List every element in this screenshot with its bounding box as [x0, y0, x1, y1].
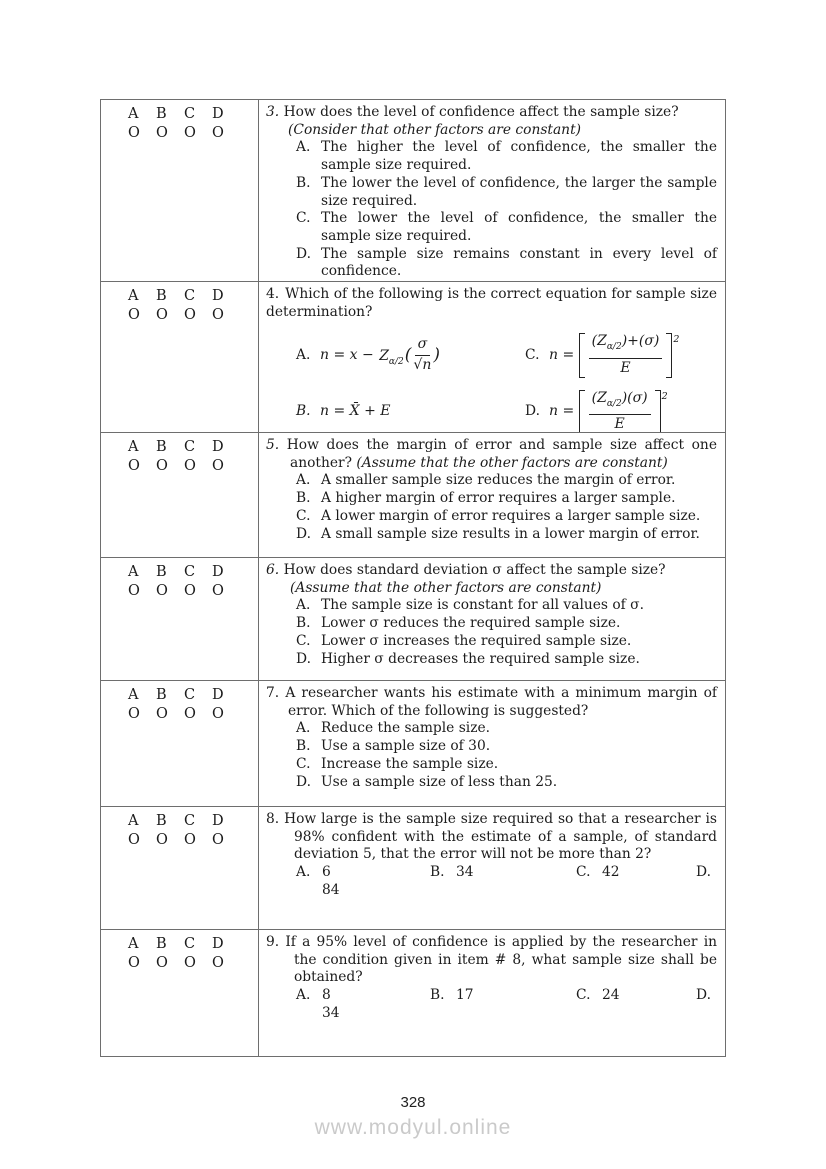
answer-bubble-a[interactable]: O	[128, 832, 140, 848]
answer-cell-3	[101, 100, 259, 281]
option-item: A. The sample size is constant for all values of σ.	[296, 597, 644, 614]
answer-bubble-d[interactable]: O	[212, 706, 224, 722]
answer-letter-d: D	[212, 687, 224, 703]
answer-bubble-c[interactable]: O	[184, 307, 196, 323]
answer-grid	[128, 438, 258, 476]
answer-letter-b: B	[156, 813, 167, 829]
option-item: B. Lower σ reduces the required sample size.	[296, 615, 621, 632]
equation-c: C. n = $\frac{(Z_{\alpha/2})+(\sigma)}{E}$ 2	[525, 333, 680, 376]
answer-bubble-d[interactable]: O	[212, 307, 224, 323]
question-text: 8. How large is the sample size required so that a researcher is 98% confident with the estimate of a sample, of standard deviation 5, that the error will not be more than 2?	[266, 811, 717, 863]
questions-table	[100, 99, 726, 1057]
option-item: D.	[696, 987, 711, 1004]
answer-bubble-c[interactable]: O	[184, 125, 196, 141]
question-row-3	[101, 100, 725, 282]
question-note: (Assume that the other factors are constant)	[356, 454, 668, 471]
option-item: C. Lower σ increases the required sample size.	[296, 632, 632, 649]
answer-bubble-a[interactable]: O	[128, 125, 140, 141]
option-item: C. 24	[576, 987, 620, 1004]
question-cell-8	[259, 807, 725, 929]
answer-bubble-b[interactable]: O	[156, 706, 168, 722]
answer-bubble-c[interactable]: O	[184, 458, 196, 474]
option-item: B. A higher margin of error requires a larger sample.	[296, 490, 676, 507]
option-item: A. A smaller sample size reduces the margin of error.	[296, 472, 676, 489]
answer-bubble-d[interactable]: O	[212, 458, 224, 474]
answer-letter-c: C	[184, 936, 196, 952]
answer-grid	[128, 287, 258, 325]
question-text: 4. Which of the following is the correct equation for sample size determination?	[266, 286, 717, 320]
question-note: (Consider that other factors are constant)	[288, 121, 581, 138]
answer-bubble-d[interactable]: O	[212, 125, 224, 141]
option-item: C. 42	[576, 864, 620, 881]
answer-letter-a: A	[128, 439, 139, 455]
answer-grid	[128, 935, 258, 973]
equation-d: D. n = $\frac{(Z_{\alpha/2})(\sigma)}{E}$ 2	[525, 389, 668, 432]
option-item: A. Reduce the sample size.	[296, 720, 491, 737]
watermark: www.modyul.online	[314, 1116, 512, 1139]
answer-bubble-d[interactable]: O	[212, 955, 224, 971]
option-item: D. A small sample size results in a lower margin of error.	[296, 525, 700, 542]
answer-letter-b: B	[156, 564, 167, 580]
option-item: B. 17	[430, 987, 474, 1004]
answer-letter-b: B	[156, 936, 167, 952]
question-cell-3	[259, 100, 725, 281]
option-item: D. Higher σ decreases the required sample size.	[296, 650, 640, 667]
answer-bubble-a[interactable]: O	[128, 955, 140, 971]
answer-cell-8	[101, 807, 259, 929]
question-row-8	[101, 807, 725, 930]
answer-bubble-b[interactable]: O	[156, 832, 168, 848]
question-row-4	[101, 282, 725, 433]
option-item: D. The sample size remains constant in every level of confidence.	[296, 245, 717, 280]
answer-bubble-c[interactable]: O	[184, 955, 196, 971]
option-item: C. The lower the level of confidence, the smaller the sample size required.	[296, 210, 717, 244]
inline-options	[296, 864, 717, 882]
answer-cell-7	[101, 681, 259, 806]
question-row-5	[101, 433, 725, 558]
answer-letter-c: C	[184, 288, 196, 304]
answer-cell-4	[101, 282, 259, 432]
inline-options	[296, 987, 717, 1005]
option-item: B. 34	[430, 864, 474, 881]
options-list	[296, 597, 717, 668]
answer-letter-c: C	[184, 564, 196, 580]
option-item: D.	[696, 864, 711, 881]
question-number: 8.	[266, 811, 280, 827]
answer-letter-a: A	[128, 813, 139, 829]
answer-grid	[128, 105, 258, 143]
question-row-6	[101, 558, 725, 681]
answer-bubble-b[interactable]: O	[156, 307, 168, 323]
answer-grid	[128, 812, 258, 850]
answer-letter-b: B	[156, 106, 167, 122]
answer-letter-a: A	[128, 106, 139, 122]
answer-letter-d: D	[212, 439, 224, 455]
option-item: A. 8	[296, 987, 331, 1004]
question-number: 4.	[266, 286, 280, 302]
option-item: A. The higher the level of confidence, the smaller the sample size required.	[296, 139, 717, 174]
question-number: 3.	[266, 104, 280, 120]
question-cell-7	[259, 681, 725, 806]
question-number: 5.	[266, 437, 280, 453]
answer-letter-d: D	[212, 813, 224, 829]
question-number: 9.	[266, 934, 280, 950]
question-row-7	[101, 681, 725, 807]
answer-bubble-c[interactable]: O	[184, 706, 196, 722]
question-text: 5. How does the margin of error and sample size affect one another? (Assume that the other factors are constant)	[266, 437, 717, 471]
answer-letter-c: C	[184, 106, 196, 122]
answer-letter-b: B	[156, 687, 167, 703]
question-number: 7.	[266, 685, 280, 701]
question-text: 7. A researcher wants his estimate with a minimum margin of error. Which of the following is suggested?	[266, 685, 717, 719]
answer-letter-c: C	[184, 687, 196, 703]
answer-bubble-c[interactable]: O	[184, 832, 196, 848]
answer-cell-5	[101, 433, 259, 557]
answer-letter-d: D	[212, 564, 224, 580]
question-row-9	[101, 930, 725, 1056]
option-item: A. 6	[296, 864, 331, 881]
answer-bubble-d[interactable]: O	[212, 583, 224, 599]
answer-bubble-b[interactable]: O	[156, 583, 168, 599]
option-item: C. A lower margin of error requires a larger sample size.	[296, 507, 701, 524]
option-item: C. Increase the sample size.	[296, 755, 499, 772]
answer-bubble-b[interactable]: O	[156, 125, 168, 141]
answer-letter-d: D	[212, 936, 224, 952]
answer-letter-d: D	[212, 288, 224, 304]
question-cell-9	[259, 930, 725, 1056]
answer-letter-a: A	[128, 936, 139, 952]
answer-letter-d: D	[212, 106, 224, 122]
question-cell-5	[259, 433, 725, 557]
equation-a: A. n = x − $Z_{\alpha/2}$ ( $\frac{\sigma}{√n}$ )	[296, 336, 440, 373]
options-list	[296, 720, 717, 791]
question-text: 9. If a 95% level of confidence is applied by the researcher in the condition given in item # 8, what sample size shall be obtained?	[266, 934, 717, 986]
answer-bubble-a[interactable]: O	[128, 583, 140, 599]
answer-letter-a: A	[128, 687, 139, 703]
answer-letter-a: A	[128, 564, 139, 580]
option-d-value: 84	[322, 881, 340, 898]
answer-bubble-d[interactable]: O	[212, 832, 224, 848]
question-text: 3. How does the level of confidence affect the sample size?	[266, 104, 679, 120]
answer-cell-6	[101, 558, 259, 680]
answer-letter-b: B	[156, 439, 167, 455]
answer-letter-a: A	[128, 288, 139, 304]
answer-bubble-a[interactable]: O	[128, 458, 140, 474]
answer-bubble-b[interactable]: O	[156, 458, 168, 474]
options-list	[296, 472, 717, 543]
question-note: (Assume that the other factors are constant)	[290, 579, 602, 596]
answer-bubble-c[interactable]: O	[184, 583, 196, 599]
equation-b: B. n = X̄ + E	[296, 402, 391, 419]
page-number: 328	[400, 1094, 426, 1111]
question-cell-6	[259, 558, 725, 680]
answer-grid	[128, 563, 258, 601]
answer-letter-c: C	[184, 813, 196, 829]
options-list	[296, 139, 717, 281]
answer-bubble-a[interactable]: O	[128, 307, 140, 323]
option-d-value: 34	[322, 1004, 340, 1021]
answer-letter-c: C	[184, 439, 196, 455]
answer-grid	[128, 686, 258, 724]
answer-bubble-a[interactable]: O	[128, 706, 140, 722]
option-item: B. The lower the level of confidence, the larger the sample size required.	[296, 174, 717, 209]
answer-bubble-b[interactable]: O	[156, 955, 168, 971]
answer-letter-b: B	[156, 288, 167, 304]
question-number: 6.	[266, 562, 280, 578]
option-item: B. Use a sample size of 30.	[296, 738, 491, 755]
option-item: D. Use a sample size of less than 25.	[296, 773, 558, 790]
equation-options	[296, 333, 713, 432]
question-cell-4	[259, 282, 725, 432]
question-text: 6. How does standard deviation σ affect the sample size?	[266, 562, 666, 578]
answer-cell-9	[101, 930, 259, 1056]
